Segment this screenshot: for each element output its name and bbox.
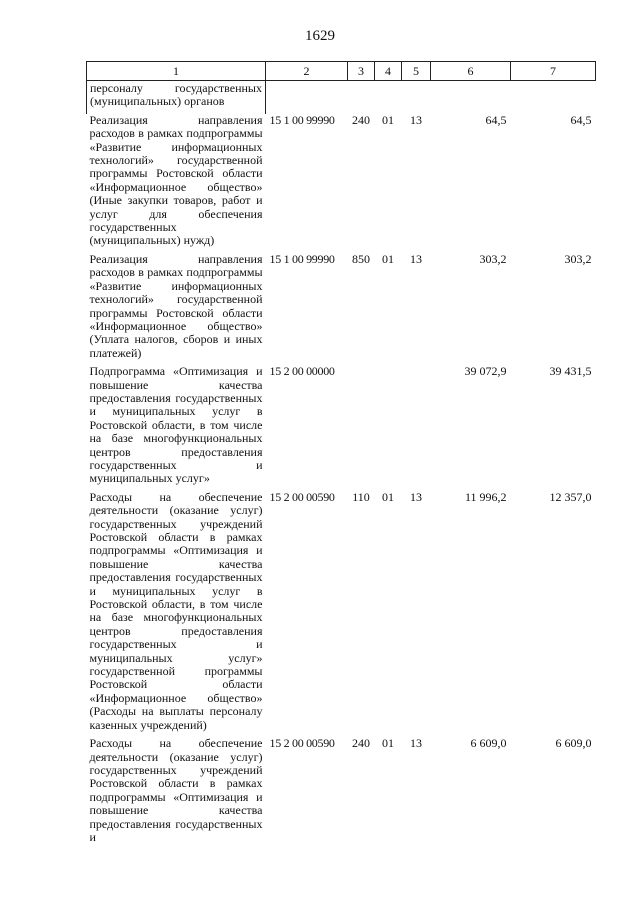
- row-year2: 39 431,5: [549, 364, 592, 379]
- row-code: 15 2 00 00590: [269, 489, 335, 504]
- row-code: [266, 81, 348, 114]
- header-col-7: 7: [511, 62, 596, 81]
- row-rz: [375, 81, 402, 114]
- row-name: Расходы на обеспечение деятельности (оказание услуг) государственных учреждений Ростовской области в рамках подпрограммы «Оптимизация и повышение качества предоставления государственных и муниципальных услуг в Ростовской области, в том числе на базе многофункциональных центров предоставления государственных и муниципальных услуг» государственной программы Ростовской области «Информационное общество» (Расходы на выплаты персоналу казенных учреждений): [89, 489, 263, 732]
- row-year2: [511, 81, 596, 114]
- row-rz: 01: [382, 489, 394, 504]
- table-row: [87, 737, 596, 849]
- row-year1: 39 072,9: [464, 364, 507, 379]
- header-col-2: 2: [266, 62, 348, 81]
- row-name: персоналу государственных (муниципальных) органов: [87, 81, 266, 114]
- row-year1: 64,5: [485, 112, 507, 127]
- row-vr: 240: [352, 736, 370, 751]
- row-year2: 303,2: [564, 251, 592, 266]
- table-row: [87, 81, 596, 114]
- row-name: Реализация направления расходов в рамках подпрограммы «Развитие информационных технологий» государственной программы Ростовской области «Информационное общество» (Иные закупки товаров, работ и услуг для обеспечения государственных (муниципальных) нужд): [89, 112, 263, 248]
- row-vr: [348, 81, 375, 114]
- row-code: 15 1 00 99990: [269, 112, 335, 127]
- table-row: [87, 253, 596, 365]
- table-row: [87, 114, 596, 253]
- header-col-3: 3: [348, 62, 375, 81]
- table-header-row: [87, 62, 596, 81]
- row-vr: 240: [352, 112, 370, 127]
- table-row: [87, 365, 596, 491]
- row-pr: 13: [410, 489, 422, 504]
- row-rz: 01: [382, 112, 394, 127]
- row-rz: 01: [382, 251, 394, 266]
- row-vr: 850: [352, 251, 370, 266]
- row-code: 15 2 00 00590: [269, 736, 335, 751]
- row-pr: 13: [410, 736, 422, 751]
- table-row: [87, 491, 596, 737]
- row-year2: 64,5: [570, 112, 592, 127]
- header-col-1: 1: [87, 62, 266, 81]
- row-vr: [348, 365, 375, 491]
- row-year1: 11 996,2: [464, 489, 507, 504]
- page-number: 1629: [305, 28, 335, 44]
- header-col-4: 4: [375, 62, 402, 81]
- row-pr: 13: [410, 112, 422, 127]
- budget-table: [86, 61, 596, 849]
- row-pr: [402, 81, 431, 114]
- row-pr: 13: [410, 251, 422, 266]
- row-year2: 6 609,0: [555, 736, 592, 751]
- row-code: 15 2 00 00000: [269, 364, 335, 379]
- row-name: Подпрограмма «Оптимизация и повышение качества предоставления государственных и муниципальных услуг в Ростовской области, в том числе на базе многофункциональных центров предоставления государственных и муниципальных услуг»: [89, 364, 263, 486]
- header-col-6: 6: [431, 62, 511, 81]
- row-year1: 303,2: [479, 251, 507, 266]
- row-year1: 6 609,0: [470, 736, 507, 751]
- row-rz: [375, 365, 402, 491]
- row-name: Расходы на обеспечение деятельности (оказание услуг) государственных учреждений Ростовской области в рамках подпрограммы «Оптимизация и повышение качества предоставления государственных и: [89, 736, 263, 844]
- row-rz: 01: [382, 736, 394, 751]
- row-year1: [431, 81, 511, 114]
- row-name: Реализация направления расходов в рамках подпрограммы «Развитие информационных технологий» государственной программы Ростовской области «Информационное общество» (Уплата налогов, сборов и иных платежей): [89, 251, 263, 360]
- header-col-5: 5: [402, 62, 431, 81]
- row-code: 15 1 00 99990: [269, 251, 335, 266]
- row-vr: 110: [352, 489, 370, 504]
- row-year2: 12 357,0: [549, 489, 592, 504]
- row-pr: [402, 365, 431, 491]
